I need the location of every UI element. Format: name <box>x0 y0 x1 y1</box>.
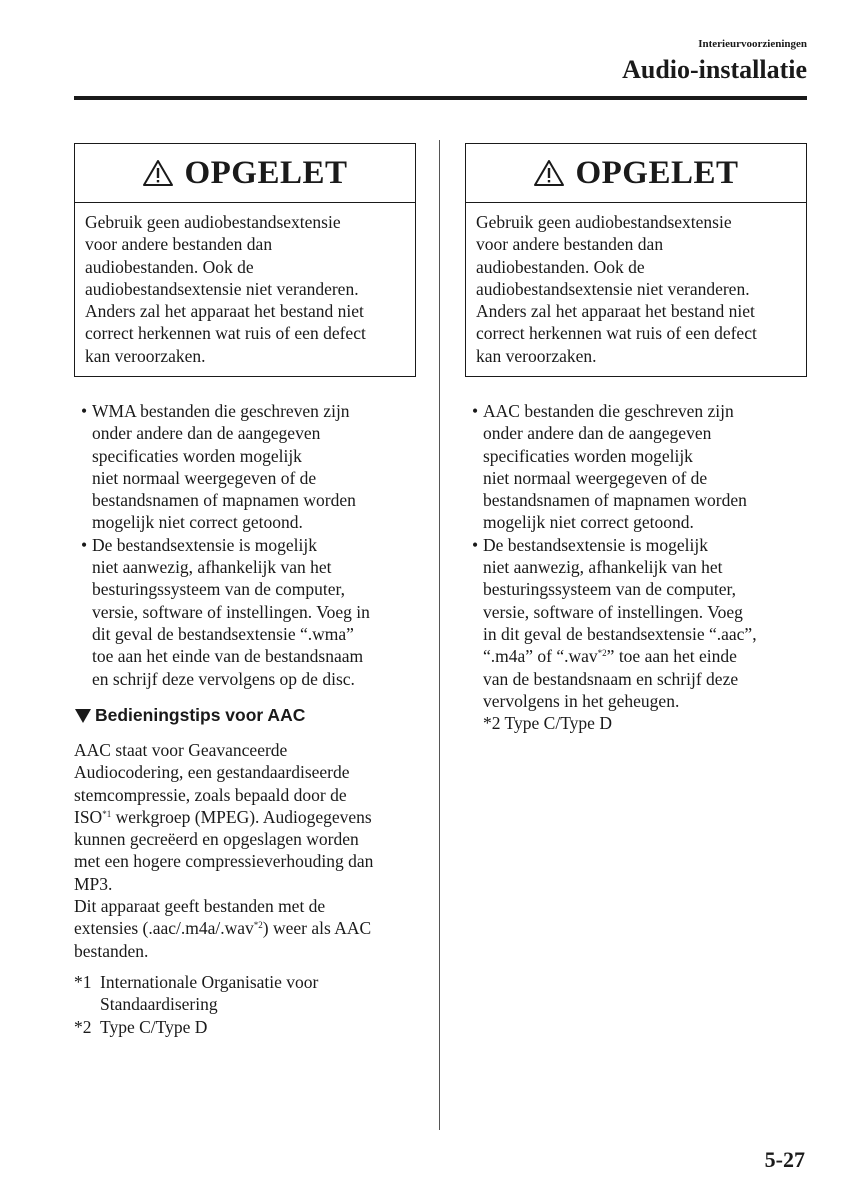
page-title: Audio-installatie <box>622 55 807 84</box>
text-segment: werkgroep (MPEG). Audiogegevens <box>111 806 372 827</box>
bullet-line: niet normaal weergegeven of de <box>92 467 317 488</box>
caution-header <box>75 144 415 203</box>
footnote-ref: *2 <box>597 648 607 659</box>
bullet-item <box>467 400 812 534</box>
caution-line: Gebruik geen audiobestandsextensie <box>476 212 732 232</box>
caution-title: OPGELET <box>575 154 739 191</box>
paragraph-line: met een hogere compressieverhouding dan <box>74 851 374 872</box>
bullet-line: mogelijk niet correct getoond. <box>92 512 303 533</box>
bullet-item <box>76 534 426 690</box>
paragraph-line: kunnen gecreëerd en opgeslagen worden <box>74 829 359 850</box>
footnote-line: Type C/Type D <box>100 1016 208 1037</box>
footnote-mark: *1 <box>74 972 92 992</box>
warning-triangle-icon <box>533 159 565 187</box>
paragraph-line: AAC staat voor Geavanceerde <box>74 740 288 760</box>
caution-line: audiobestandsextensie niet veranderen. <box>476 278 750 299</box>
caution-line: correct herkennen wat ruis of een defect <box>476 323 757 344</box>
bullet-line: van de bestandsnaam en schrijf deze <box>483 668 739 689</box>
text-segment: ) weer als AAC <box>262 918 372 939</box>
paragraph-line: Audiocodering, een gestandaardiseerde <box>74 762 350 783</box>
bullet-line: De bestandsextensie is mogelijk <box>92 534 318 555</box>
bullet-line: versie, software of instellingen. Voeg <box>483 601 743 622</box>
warning-triangle-icon <box>142 159 174 187</box>
bullet-glyph: • <box>472 401 479 421</box>
bullet-line: WMA bestanden die geschreven zijn <box>92 401 350 421</box>
bullet-item <box>467 534 812 735</box>
paragraph-line: Dit apparaat geeft bestanden met de <box>74 896 326 917</box>
bullet-glyph: • <box>81 401 88 421</box>
caution-box-right <box>465 143 807 377</box>
bullet-line: in dit geval de bestandsextensie “.aac”, <box>483 623 757 644</box>
bullet-glyph: • <box>472 534 479 555</box>
bullet-line: bestandsnamen of mapnamen worden <box>483 490 747 511</box>
header-section-label: Interieurvoorzieningen <box>698 38 807 50</box>
bullet-line <box>483 645 812 667</box>
footnote-line: Standaardisering <box>100 994 218 1015</box>
paragraph-line <box>74 917 424 939</box>
bullet-line: onder andere dan de aangegeven <box>483 423 712 444</box>
caution-line: correct herkennen wat ruis of een defect <box>85 323 366 344</box>
column-divider <box>439 140 440 1130</box>
bullet-line: bestandsnamen of mapnamen worden <box>92 490 356 511</box>
bullet-line: niet aanwezig, afhankelijk van het <box>92 557 332 578</box>
section-title: Bedieningstips voor AAC <box>95 705 306 725</box>
caution-line: Gebruik geen audiobestandsextensie <box>85 212 341 232</box>
footnote-line: Internationale Organisatie voor <box>100 972 319 992</box>
footnote-2 <box>74 1016 424 1038</box>
caution-box-left <box>74 143 416 377</box>
bullet-line: toe aan het einde van de bestandsnaam <box>92 646 364 667</box>
page-number: 5-27 <box>764 1147 805 1172</box>
text-segment: “.m4a” of “.wav <box>483 646 598 667</box>
caution-header <box>466 144 806 203</box>
bullet-line: niet normaal weergegeven of de <box>483 467 708 488</box>
bullet-line: specificaties worden mogelijk <box>92 445 302 466</box>
bullet-line: dit geval de bestandsextensie “.wma” <box>92 623 354 644</box>
paragraph-line <box>74 806 424 828</box>
bullet-line: besturingssysteem van de computer, <box>483 579 736 600</box>
caution-line: Anders zal het apparaat het bestand niet <box>85 301 364 322</box>
right-bullet-list <box>467 400 812 734</box>
caution-line: kan veroorzaken. <box>476 345 597 366</box>
bullet-line: niet aanwezig, afhankelijk van het <box>483 557 723 578</box>
bullet-glyph: • <box>81 534 88 555</box>
bullet-line: De bestandsextensie is mogelijk <box>483 534 709 555</box>
footnote-ref: *1 <box>102 808 112 819</box>
footnote-ref: *2 <box>253 920 263 931</box>
text-segment: ” toe aan het einde <box>606 646 737 667</box>
bullet-item <box>76 400 426 534</box>
bullet-line: en schrijf deze vervolgens op de disc. <box>92 668 355 689</box>
header-rule <box>74 96 807 100</box>
bullet-footnote: *2 Type C/Type D <box>483 713 612 734</box>
bullet-line: AAC bestanden die geschreven zijn <box>483 401 734 421</box>
left-bullet-list <box>76 400 426 690</box>
paragraph-line: bestanden. <box>74 940 149 961</box>
caution-title: OPGELET <box>184 154 348 191</box>
caution-text <box>466 203 806 375</box>
bullet-line: vervolgens in het geheugen. <box>483 690 680 711</box>
caution-line: kan veroorzaken. <box>85 345 206 366</box>
caution-line: audiobestanden. Ook de <box>85 256 254 277</box>
caution-line: Anders zal het apparaat het bestand niet <box>476 301 755 322</box>
paragraph-line: stemcompressie, zoals bepaald door de <box>74 784 347 805</box>
caution-line: voor andere bestanden dan <box>476 234 664 255</box>
bullet-line: besturingssysteem van de computer, <box>92 579 345 600</box>
section-heading <box>74 705 305 726</box>
paragraph-line: MP3. <box>74 873 113 894</box>
aac-paragraph <box>74 739 424 962</box>
bullet-line: mogelijk niet correct getoond. <box>483 512 694 533</box>
caution-line: audiobestandsextensie niet veranderen. <box>85 278 359 299</box>
footnote-1 <box>74 971 424 1016</box>
footnotes <box>74 971 424 1038</box>
caution-line: audiobestanden. Ook de <box>476 256 645 277</box>
bullet-line: versie, software of instellingen. Voeg in <box>92 601 370 622</box>
bullet-line: onder andere dan de aangegeven <box>92 423 321 444</box>
bullet-line: specificaties worden mogelijk <box>483 445 693 466</box>
caution-text <box>75 203 415 375</box>
caution-line: voor andere bestanden dan <box>85 234 273 255</box>
text-segment: extensies (.aac/.m4a/.wav <box>74 918 254 939</box>
triangle-down-icon <box>74 708 92 724</box>
text-segment: ISO <box>74 806 103 827</box>
footnote-mark: *2 <box>74 1016 92 1037</box>
